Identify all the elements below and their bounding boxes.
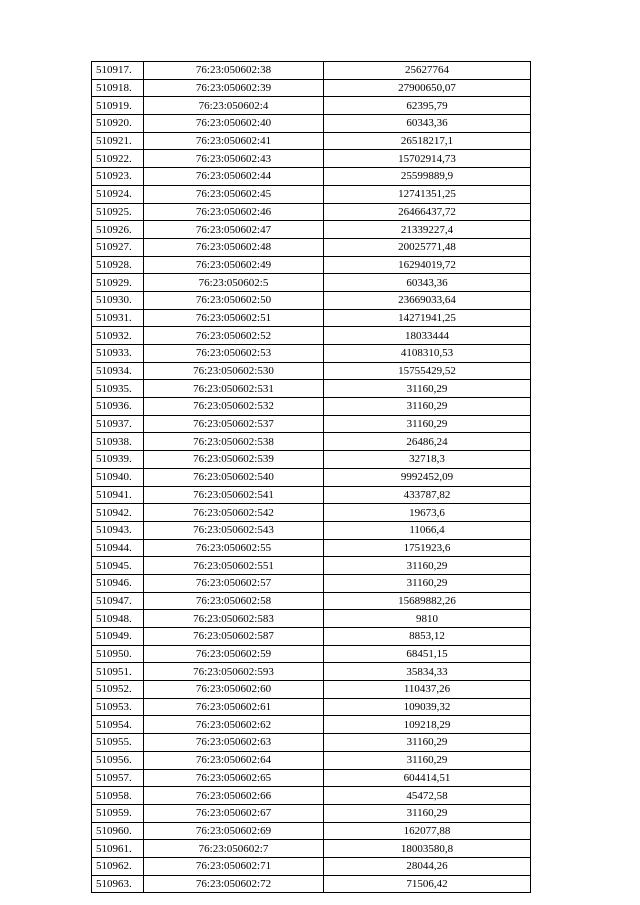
cadastral-number-cell: 76:23:050602:538 — [144, 433, 324, 451]
table-row — [92, 79, 531, 97]
table-row — [92, 822, 531, 840]
cadastral-number-cell: 76:23:050602:48 — [144, 238, 324, 256]
cadastral-value-cell: 19673,6 — [324, 504, 531, 522]
cadastral-value-cell: 109039,32 — [324, 698, 531, 716]
cadastral-number-cell: 76:23:050602:44 — [144, 168, 324, 186]
row-number-cell: 510954. — [92, 716, 144, 734]
cadastral-number-cell: 76:23:050602:543 — [144, 521, 324, 539]
cadastral-value-cell: 20025771,48 — [324, 238, 531, 256]
table-row — [92, 62, 531, 80]
row-number-cell: 510949. — [92, 628, 144, 646]
cadastral-value-cell: 31160,29 — [324, 398, 531, 416]
row-number-cell: 510926. — [92, 221, 144, 239]
row-number-cell: 510930. — [92, 291, 144, 309]
cadastral-value-cell: 31160,29 — [324, 574, 531, 592]
table-row — [92, 115, 531, 133]
cadastral-number-cell: 76:23:050602:583 — [144, 610, 324, 628]
row-number-cell: 510942. — [92, 504, 144, 522]
table-row — [92, 274, 531, 292]
table-row — [92, 168, 531, 186]
cadastral-value-cell: 1751923,6 — [324, 539, 531, 557]
cadastral-number-cell: 76:23:050602:55 — [144, 539, 324, 557]
row-number-cell: 510939. — [92, 451, 144, 469]
cadastral-number-cell: 76:23:050602:593 — [144, 663, 324, 681]
row-number-cell: 510925. — [92, 203, 144, 221]
cadastral-number-cell: 76:23:050602:532 — [144, 398, 324, 416]
table-row — [92, 716, 531, 734]
cadastral-number-cell: 76:23:050602:59 — [144, 645, 324, 663]
cadastral-number-cell: 76:23:050602:5 — [144, 274, 324, 292]
row-number-cell: 510935. — [92, 380, 144, 398]
cadastral-value-cell: 15755429,52 — [324, 362, 531, 380]
cadastral-number-cell: 76:23:050602:7 — [144, 840, 324, 858]
cadastral-number-cell: 76:23:050602:66 — [144, 787, 324, 805]
cadastral-value-cell: 35834,33 — [324, 663, 531, 681]
cadastral-number-cell: 76:23:050602:542 — [144, 504, 324, 522]
cadastral-number-cell: 76:23:050602:530 — [144, 362, 324, 380]
table-row — [92, 97, 531, 115]
row-number-cell: 510962. — [92, 857, 144, 875]
row-number-cell: 510951. — [92, 663, 144, 681]
table-body — [92, 62, 531, 893]
table-row — [92, 415, 531, 433]
cadastral-number-cell: 76:23:050602:62 — [144, 716, 324, 734]
row-number-cell: 510941. — [92, 486, 144, 504]
cadastral-value-cell: 25599889,9 — [324, 168, 531, 186]
cadastral-number-cell: 76:23:050602:45 — [144, 185, 324, 203]
cadastral-number-cell: 76:23:050602:61 — [144, 698, 324, 716]
cadastral-value-cell: 31160,29 — [324, 734, 531, 752]
cadastral-number-cell: 76:23:050602:64 — [144, 751, 324, 769]
cadastral-value-cell: 18033444 — [324, 327, 531, 345]
cadastral-number-cell: 76:23:050602:57 — [144, 574, 324, 592]
row-number-cell: 510963. — [92, 875, 144, 893]
row-number-cell: 510934. — [92, 362, 144, 380]
cadastral-value-cell: 31160,29 — [324, 415, 531, 433]
row-number-cell: 510948. — [92, 610, 144, 628]
row-number-cell: 510927. — [92, 238, 144, 256]
table-row — [92, 291, 531, 309]
cadastral-value-cell: 31160,29 — [324, 557, 531, 575]
row-number-cell: 510960. — [92, 822, 144, 840]
cadastral-value-cell: 9810 — [324, 610, 531, 628]
cadastral-value-cell: 23669033,64 — [324, 291, 531, 309]
row-number-cell: 510955. — [92, 734, 144, 752]
cadastral-number-cell: 76:23:050602:541 — [144, 486, 324, 504]
row-number-cell: 510937. — [92, 415, 144, 433]
table-row — [92, 433, 531, 451]
cadastral-value-cell: 21339227,4 — [324, 221, 531, 239]
cadastral-value-cell: 28044,26 — [324, 857, 531, 875]
cadastral-number-cell: 76:23:050602:40 — [144, 115, 324, 133]
table-row — [92, 327, 531, 345]
cadastral-number-cell: 76:23:050602:63 — [144, 734, 324, 752]
cadastral-value-cell: 27900650,07 — [324, 79, 531, 97]
cadastral-value-cell: 26518217,1 — [324, 132, 531, 150]
table-row — [92, 574, 531, 592]
row-number-cell: 510929. — [92, 274, 144, 292]
cadastral-value-cell: 15689882,26 — [324, 592, 531, 610]
table-row — [92, 804, 531, 822]
cadastral-number-cell: 76:23:050602:50 — [144, 291, 324, 309]
cadastral-number-cell: 76:23:050602:539 — [144, 451, 324, 469]
cadastral-number-cell: 76:23:050602:551 — [144, 557, 324, 575]
row-number-cell: 510938. — [92, 433, 144, 451]
row-number-cell: 510923. — [92, 168, 144, 186]
table-row — [92, 486, 531, 504]
row-number-cell: 510917. — [92, 62, 144, 80]
cadastral-value-cell: 71506,42 — [324, 875, 531, 893]
row-number-cell: 510956. — [92, 751, 144, 769]
table-row — [92, 398, 531, 416]
row-number-cell: 510933. — [92, 345, 144, 363]
cadastral-number-cell: 76:23:050602:47 — [144, 221, 324, 239]
cadastral-value-cell: 68451,15 — [324, 645, 531, 663]
cadastral-number-cell: 76:23:050602:69 — [144, 822, 324, 840]
cadastral-value-cell: 11066,4 — [324, 521, 531, 539]
cadastral-number-cell: 76:23:050602:71 — [144, 857, 324, 875]
row-number-cell: 510945. — [92, 557, 144, 575]
row-number-cell: 510944. — [92, 539, 144, 557]
cadastral-number-cell: 76:23:050602:4 — [144, 97, 324, 115]
table-row — [92, 150, 531, 168]
row-number-cell: 510921. — [92, 132, 144, 150]
cadastral-number-cell: 76:23:050602:540 — [144, 468, 324, 486]
table-row — [92, 238, 531, 256]
cadastral-value-cell: 25627764 — [324, 62, 531, 80]
cadastral-number-cell: 76:23:050602:43 — [144, 150, 324, 168]
table-row — [92, 592, 531, 610]
cadastral-number-cell: 76:23:050602:72 — [144, 875, 324, 893]
table-row — [92, 380, 531, 398]
table-row — [92, 681, 531, 699]
cadastral-value-cell: 60343,36 — [324, 115, 531, 133]
cadastral-number-cell: 76:23:050602:41 — [144, 132, 324, 150]
table-row — [92, 734, 531, 752]
table-row — [92, 468, 531, 486]
cadastral-value-cell: 4108310,53 — [324, 345, 531, 363]
row-number-cell: 510932. — [92, 327, 144, 345]
row-number-cell: 510959. — [92, 804, 144, 822]
row-number-cell: 510953. — [92, 698, 144, 716]
cadastral-number-cell: 76:23:050602:39 — [144, 79, 324, 97]
row-number-cell: 510922. — [92, 150, 144, 168]
row-number-cell: 510928. — [92, 256, 144, 274]
cadastral-value-cell: 62395,79 — [324, 97, 531, 115]
cadastral-value-cell: 8853,12 — [324, 628, 531, 646]
cadastral-number-cell: 76:23:050602:58 — [144, 592, 324, 610]
row-number-cell: 510919. — [92, 97, 144, 115]
table-row — [92, 521, 531, 539]
table-row — [92, 610, 531, 628]
table-row — [92, 840, 531, 858]
table-row — [92, 203, 531, 221]
cadastral-number-cell: 76:23:050602:537 — [144, 415, 324, 433]
table-row — [92, 185, 531, 203]
table-row — [92, 557, 531, 575]
cadastral-value-cell: 109218,29 — [324, 716, 531, 734]
cadastral-number-cell: 76:23:050602:52 — [144, 327, 324, 345]
cadastral-value-cell: 26466437,72 — [324, 203, 531, 221]
row-number-cell: 510961. — [92, 840, 144, 858]
cadastral-number-cell: 76:23:050602:51 — [144, 309, 324, 327]
cadastral-value-cell: 31160,29 — [324, 380, 531, 398]
cadastral-number-cell: 76:23:050602:67 — [144, 804, 324, 822]
cadastral-value-cell: 14271941,25 — [324, 309, 531, 327]
cadastral-number-cell: 76:23:050602:46 — [144, 203, 324, 221]
cadastral-value-table — [91, 61, 531, 893]
row-number-cell: 510957. — [92, 769, 144, 787]
row-number-cell: 510924. — [92, 185, 144, 203]
cadastral-value-cell: 16294019,72 — [324, 256, 531, 274]
row-number-cell: 510947. — [92, 592, 144, 610]
table-row — [92, 875, 531, 893]
cadastral-value-cell: 45472,58 — [324, 787, 531, 805]
table-row — [92, 769, 531, 787]
cadastral-value-cell: 26486,24 — [324, 433, 531, 451]
table-row — [92, 256, 531, 274]
cadastral-value-cell: 604414,51 — [324, 769, 531, 787]
cadastral-number-cell: 76:23:050602:531 — [144, 380, 324, 398]
cadastral-number-cell: 76:23:050602:49 — [144, 256, 324, 274]
row-number-cell: 510931. — [92, 309, 144, 327]
cadastral-value-cell: 162077,88 — [324, 822, 531, 840]
row-number-cell: 510940. — [92, 468, 144, 486]
cadastral-number-cell: 76:23:050602:587 — [144, 628, 324, 646]
table-row — [92, 698, 531, 716]
row-number-cell: 510936. — [92, 398, 144, 416]
table-row — [92, 132, 531, 150]
table-row — [92, 645, 531, 663]
cadastral-value-cell: 31160,29 — [324, 751, 531, 769]
table-row — [92, 504, 531, 522]
row-number-cell: 510950. — [92, 645, 144, 663]
cadastral-value-cell: 18003580,8 — [324, 840, 531, 858]
cadastral-value-cell: 12741351,25 — [324, 185, 531, 203]
table-row — [92, 787, 531, 805]
table-row — [92, 628, 531, 646]
cadastral-value-cell: 9992452,09 — [324, 468, 531, 486]
row-number-cell: 510918. — [92, 79, 144, 97]
table-row — [92, 857, 531, 875]
table-row — [92, 362, 531, 380]
table-row — [92, 751, 531, 769]
row-number-cell: 510952. — [92, 681, 144, 699]
table-row — [92, 345, 531, 363]
table-row — [92, 663, 531, 681]
cadastral-value-cell: 32718,3 — [324, 451, 531, 469]
row-number-cell: 510946. — [92, 574, 144, 592]
cadastral-value-cell: 433787,82 — [324, 486, 531, 504]
cadastral-number-cell: 76:23:050602:53 — [144, 345, 324, 363]
table-row — [92, 451, 531, 469]
cadastral-number-cell: 76:23:050602:65 — [144, 769, 324, 787]
cadastral-value-cell: 110437,26 — [324, 681, 531, 699]
table-row — [92, 539, 531, 557]
cadastral-number-cell: 76:23:050602:60 — [144, 681, 324, 699]
cadastral-number-cell: 76:23:050602:38 — [144, 62, 324, 80]
row-number-cell: 510920. — [92, 115, 144, 133]
row-number-cell: 510958. — [92, 787, 144, 805]
cadastral-value-cell: 60343,36 — [324, 274, 531, 292]
cadastral-value-cell: 15702914,73 — [324, 150, 531, 168]
table-row — [92, 221, 531, 239]
table-row — [92, 309, 531, 327]
row-number-cell: 510943. — [92, 521, 144, 539]
cadastral-value-cell: 31160,29 — [324, 804, 531, 822]
